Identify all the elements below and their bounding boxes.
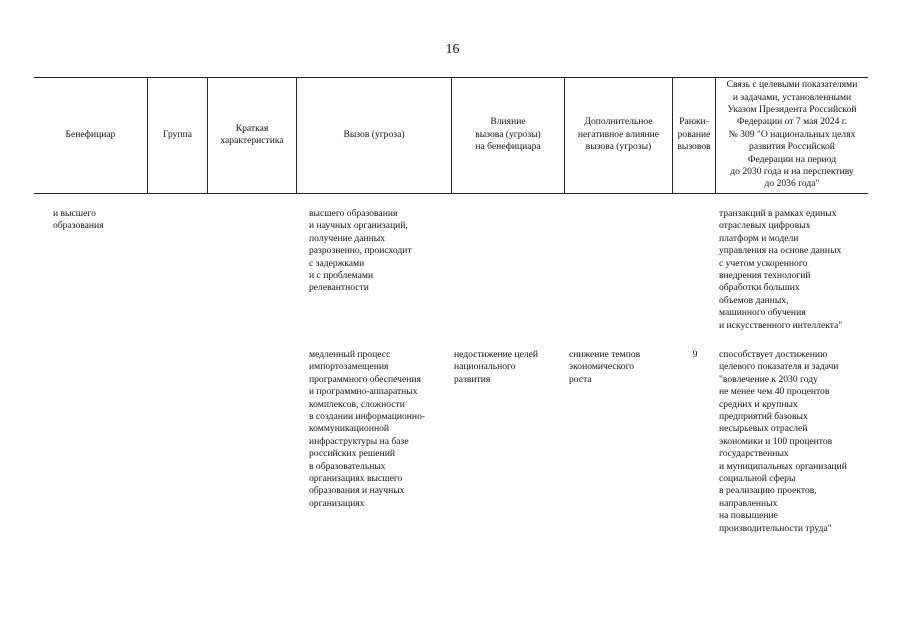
header-impact: Влияние вызова (угрозы) на бенефициара	[475, 116, 541, 153]
header-description: Краткая характеристика	[220, 122, 284, 146]
header-group: Группа	[163, 128, 192, 140]
header-bottom-border	[34, 193, 868, 194]
header-negative-impact: Дополнительное негативное влияние вызова (угрозы)	[577, 116, 660, 153]
row2-ranking: 9	[692, 349, 698, 360]
row2-challenge: медленный процесс импортозамещения программного обеспечения и программно-аппаратных комплексов, сложности в создании информационно- коммуникационной инфраструктуры на базе российских решений в образовательных организациях высшего образования и научных организациях	[309, 349, 426, 509]
row1-goals-link: транзакций в рамках единых отраслевых цифровых платформ и модели управления на основе данных с учетом ускоренного внедрения технологий обработки больших объемов данных, машинного обучения и искусственного интеллекта"	[719, 208, 843, 331]
row1-beneficiary: и высшего образования	[53, 208, 104, 232]
header-ranking: Ранжи- рование вызовов	[677, 116, 711, 153]
row2-negative-impact: снижение темпов экономического роста	[569, 349, 641, 385]
header-beneficiary: Бенефициар	[65, 128, 116, 140]
page-number: 16	[445, 42, 460, 57]
row2-impact: недостижение целей национального развития	[454, 349, 539, 385]
header-challenge: Вызов (угроза)	[343, 128, 405, 140]
row1-challenge: высшего образования и научных организаций, получение данных разрозненно, происходит с задержками и с проблемами релевантности	[309, 208, 412, 294]
header-goals-link: Связь с целевыми показателями и задачами, установленными Указом Президента Российской Федерации от 7 мая 2024 г. № 309 "О национальных целях развития Российской Федерации на период до 2030 года и на перспективу до 2036 года"	[726, 79, 858, 190]
row2-goals-link: способствует достижению целевого показателя и задачи "вовлечение к 2030 году не менее чем 40 процентов средних и крупных предприятий базовых несырьевых отраслей экономики и 100 процентов государственных и муниципальных организаций социальной сферы в реализацию проектов, направленных на повышение производительности труда"	[719, 349, 847, 534]
